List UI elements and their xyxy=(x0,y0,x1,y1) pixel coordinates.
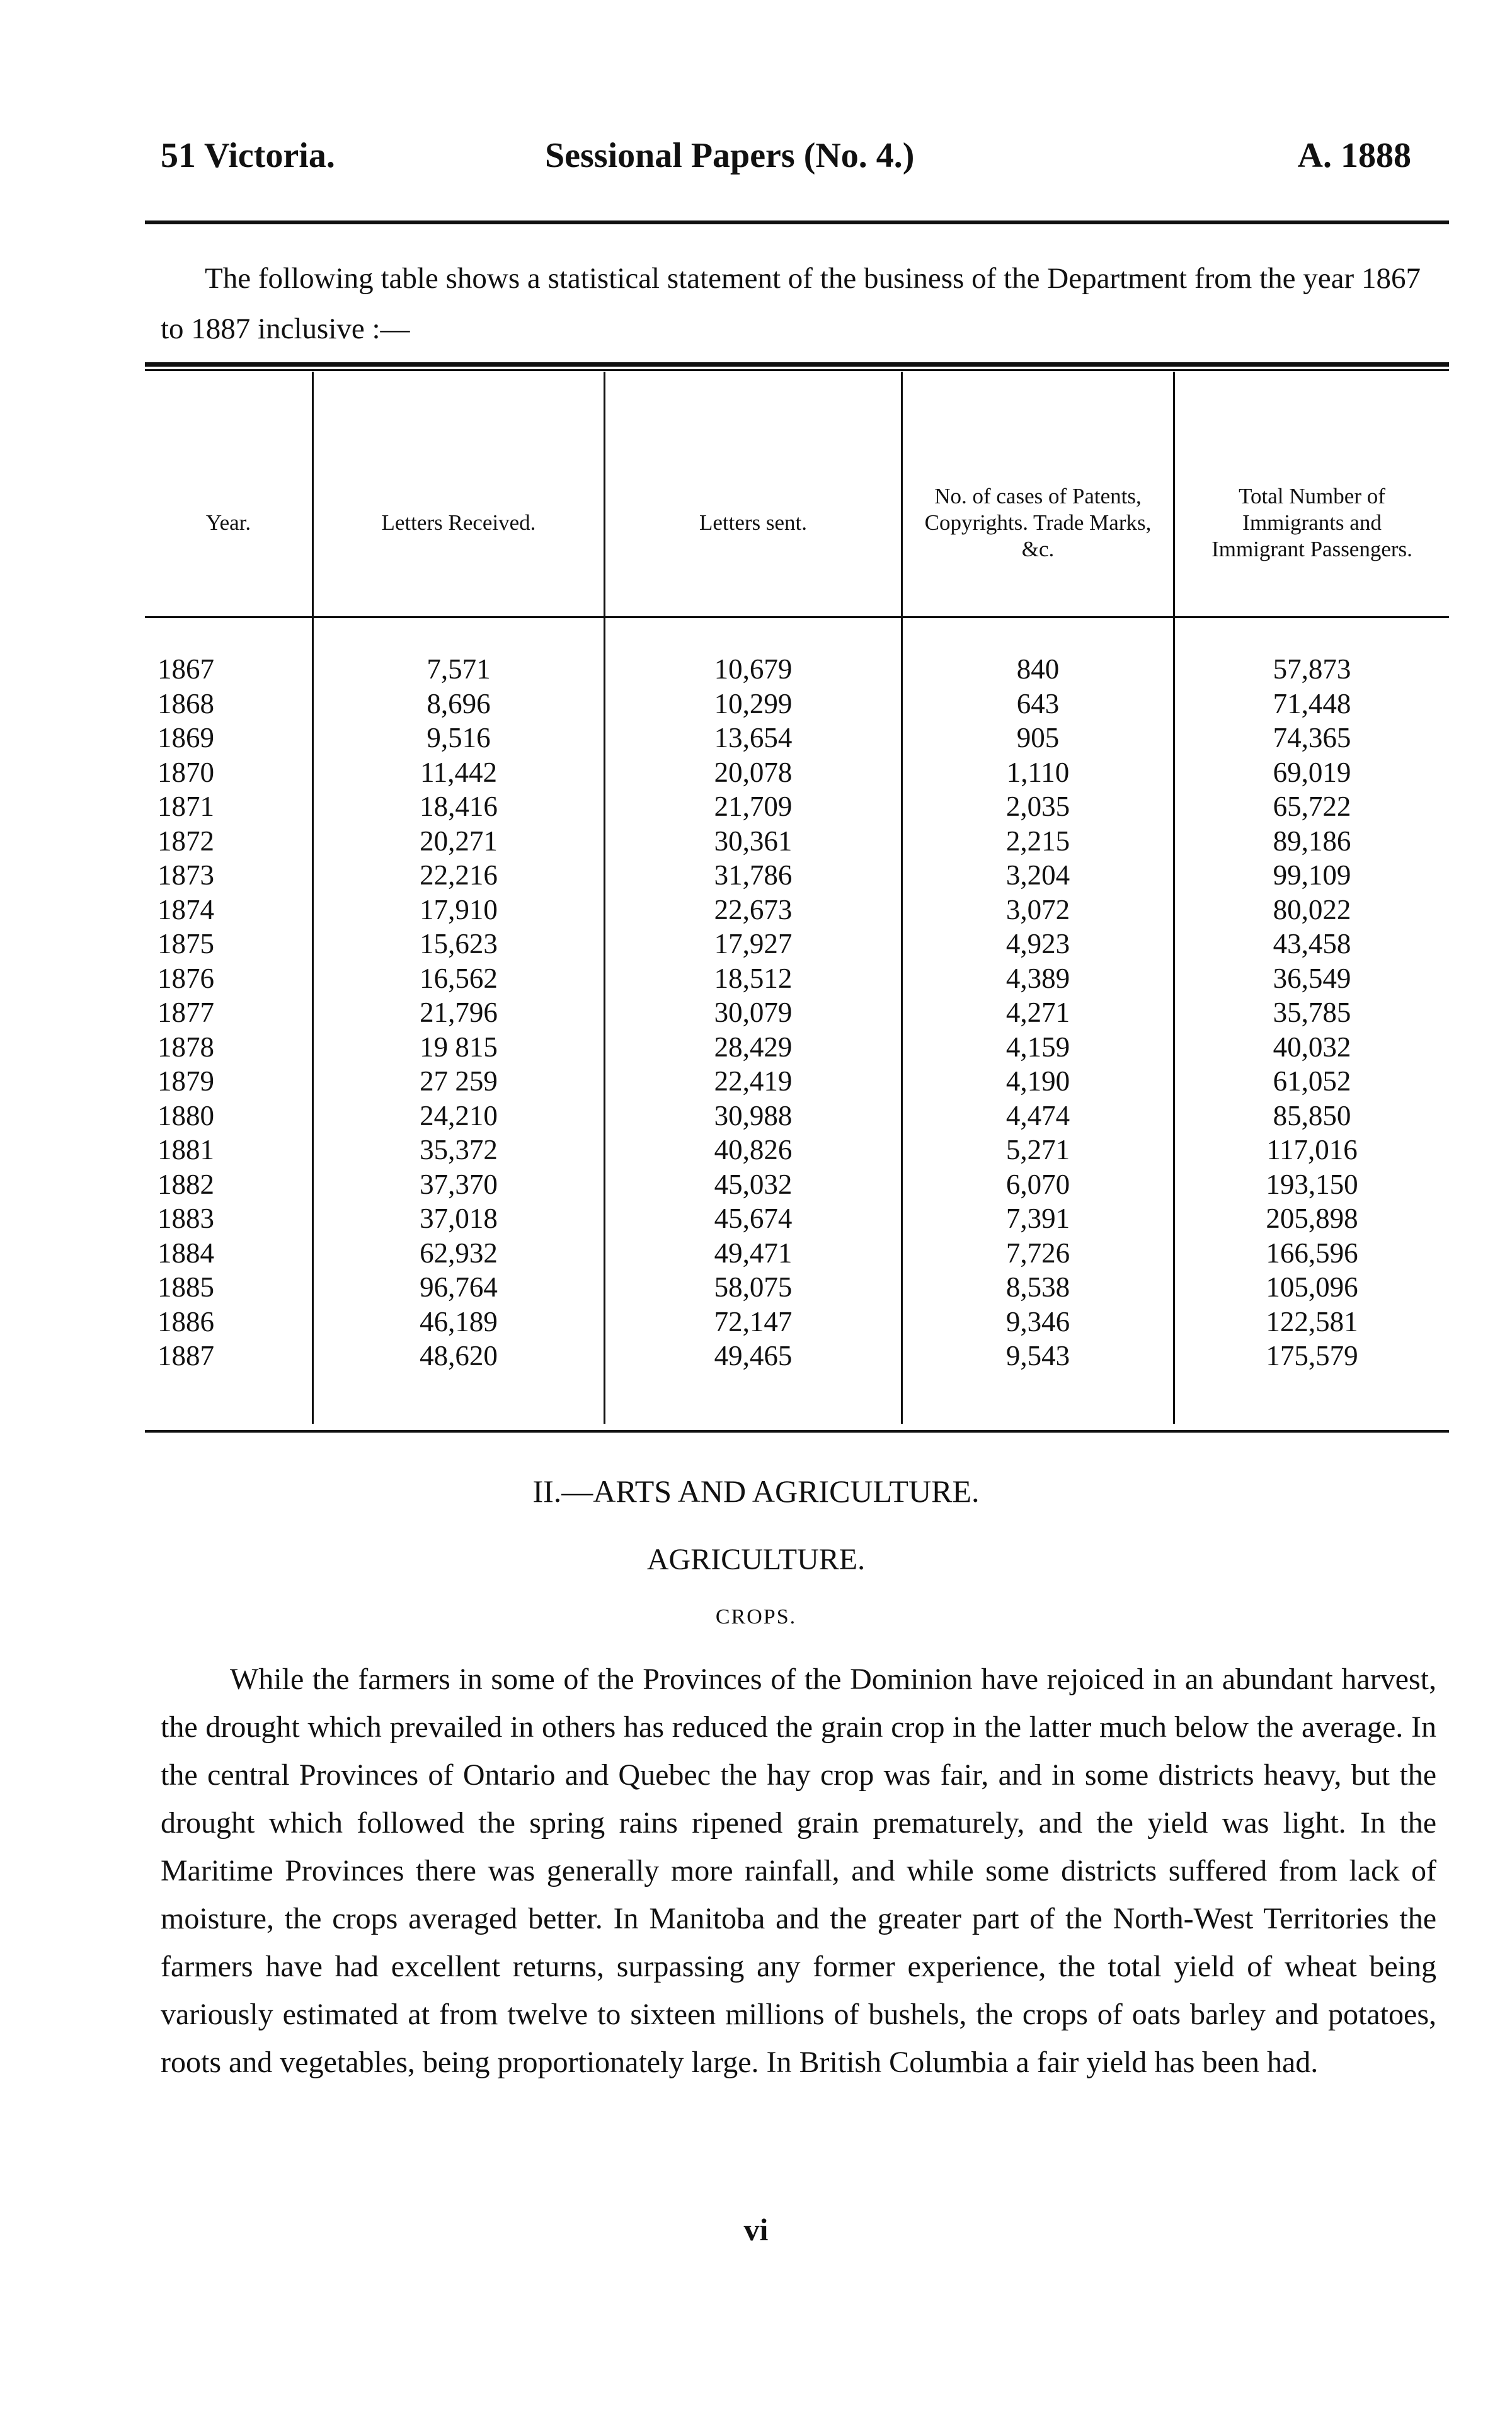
cell-year: 1870 xyxy=(158,756,214,788)
table-row xyxy=(145,1236,1449,1271)
cell-letters-received: 21,796 xyxy=(420,997,498,1028)
cell-patents: 7,391 xyxy=(1005,1203,1070,1234)
cell-patents: 4,190 xyxy=(1005,1065,1070,1097)
cell-letters-sent: 40,826 xyxy=(714,1134,793,1165)
cell-immigrants: 43,458 xyxy=(1273,928,1351,959)
cell-letters-sent: 72,147 xyxy=(714,1305,793,1337)
cell-patents: 2,215 xyxy=(1005,825,1070,857)
cell-year: 1877 xyxy=(158,997,214,1028)
cell-year: 1885 xyxy=(158,1271,214,1303)
cell-letters-received: 62,932 xyxy=(420,1237,498,1269)
column-header-letters-sent: Letters sent. xyxy=(699,510,808,535)
table-row xyxy=(145,789,1449,824)
cell-patents: 9,543 xyxy=(1005,1340,1070,1371)
cell-patents: 4,271 xyxy=(1005,997,1070,1028)
cell-year: 1875 xyxy=(158,928,214,959)
cell-year: 1868 xyxy=(158,687,214,719)
table-row xyxy=(145,721,1449,755)
subsection-heading: AGRICULTURE. xyxy=(646,1543,866,1576)
table-row xyxy=(145,858,1449,893)
cell-letters-received: 19 815 xyxy=(420,1031,498,1063)
cell-letters-sent: 30,079 xyxy=(714,997,793,1028)
table-row xyxy=(145,1339,1449,1373)
section-heading: II.—ARTS AND AGRICULTURE. xyxy=(532,1474,980,1509)
cell-patents: 6,070 xyxy=(1005,1168,1070,1200)
cell-letters-sent: 49,471 xyxy=(714,1237,793,1269)
cell-letters-received: 9,516 xyxy=(427,722,491,753)
cell-immigrants: 71,448 xyxy=(1273,687,1351,719)
table-row xyxy=(145,1133,1449,1167)
cell-letters-sent: 31,786 xyxy=(714,859,793,891)
header-volume: 51 Victoria. xyxy=(161,136,335,175)
cell-immigrants: 193,150 xyxy=(1266,1168,1358,1200)
cell-letters-sent: 13,654 xyxy=(714,722,793,753)
cell-letters-received: 37,370 xyxy=(420,1168,498,1200)
page-number: vi xyxy=(743,2212,769,2247)
cell-year: 1881 xyxy=(158,1134,214,1165)
cell-year: 1873 xyxy=(158,859,214,891)
cell-letters-received: 35,372 xyxy=(420,1134,498,1165)
table-row xyxy=(145,755,1449,790)
table-body xyxy=(145,652,1449,1373)
table-row xyxy=(145,1099,1449,1133)
column-header-year: Year. xyxy=(205,510,251,535)
cell-letters-received: 18,416 xyxy=(420,791,498,822)
column-header-patents: No. of cases of Patents, Copyrights. Trade Marks, &c. xyxy=(924,484,1152,561)
cell-immigrants: 105,096 xyxy=(1266,1271,1358,1303)
cell-immigrants: 122,581 xyxy=(1266,1305,1358,1337)
cell-patents: 4,159 xyxy=(1005,1031,1070,1063)
table-top-rule xyxy=(145,362,1449,367)
table-row xyxy=(145,961,1449,996)
cell-letters-sent: 49,465 xyxy=(714,1340,793,1371)
cell-patents: 8,538 xyxy=(1005,1271,1070,1303)
statistics-table xyxy=(145,372,1449,1424)
cell-letters-received: 48,620 xyxy=(420,1340,498,1371)
cell-immigrants: 166,596 xyxy=(1266,1237,1358,1269)
cell-letters-sent: 30,988 xyxy=(714,1099,793,1131)
cell-letters-sent: 58,075 xyxy=(714,1271,793,1303)
cell-immigrants: 175,579 xyxy=(1266,1340,1358,1371)
cell-letters-received: 11,442 xyxy=(420,756,498,788)
cell-immigrants: 65,722 xyxy=(1273,791,1351,822)
cell-year: 1882 xyxy=(158,1168,214,1200)
header-separator-rule xyxy=(145,616,1449,618)
table-bottom-rule xyxy=(145,1430,1449,1433)
table-row xyxy=(145,1305,1449,1339)
table-row xyxy=(145,1064,1449,1099)
cell-patents: 4,474 xyxy=(1005,1099,1070,1131)
cell-patents: 840 xyxy=(1016,653,1060,685)
subsubsection-heading: CROPS. xyxy=(715,1605,797,1629)
table-row xyxy=(145,1167,1449,1202)
cell-letters-sent: 18,512 xyxy=(714,962,793,994)
cell-letters-received: 24,210 xyxy=(420,1099,498,1131)
cell-letters-sent: 21,709 xyxy=(714,791,793,822)
cell-letters-received: 20,271 xyxy=(420,825,498,857)
cell-letters-received: 15,623 xyxy=(420,928,498,959)
cell-year: 1871 xyxy=(158,791,214,822)
table-row xyxy=(145,1270,1449,1305)
cell-letters-sent: 30,361 xyxy=(714,825,793,857)
header-rule xyxy=(145,220,1449,224)
cell-immigrants: 80,022 xyxy=(1273,893,1351,925)
cell-letters-received: 37,018 xyxy=(420,1203,498,1234)
table-row xyxy=(145,1030,1449,1065)
cell-letters-received: 7,571 xyxy=(427,653,491,685)
intro-paragraph: The following table shows a statistical statement of the business of the Department from the year 1867 to 1887 inclusive :— xyxy=(161,262,1421,345)
cell-patents: 3,204 xyxy=(1005,859,1070,891)
cell-immigrants: 36,549 xyxy=(1273,962,1351,994)
cell-year: 1879 xyxy=(158,1065,214,1097)
header-year: A. 1888 xyxy=(1297,136,1411,175)
cell-year: 1880 xyxy=(158,1099,214,1131)
cell-patents: 9,346 xyxy=(1005,1305,1070,1337)
running-header xyxy=(161,135,1411,186)
cell-patents: 905 xyxy=(1016,722,1060,753)
table-top-rule-thin xyxy=(145,369,1449,371)
cell-immigrants: 99,109 xyxy=(1273,859,1351,891)
cell-immigrants: 35,785 xyxy=(1273,997,1351,1028)
cell-immigrants: 57,873 xyxy=(1273,653,1351,685)
cell-immigrants: 69,019 xyxy=(1273,756,1351,788)
cell-immigrants: 74,365 xyxy=(1273,722,1351,753)
cell-letters-received: 22,216 xyxy=(420,859,498,891)
cell-year: 1874 xyxy=(158,893,214,925)
cell-immigrants: 40,032 xyxy=(1273,1031,1351,1063)
cell-year: 1884 xyxy=(158,1237,214,1269)
header-title: Sessional Papers (No. 4.) xyxy=(545,136,915,175)
cell-letters-received: 96,764 xyxy=(420,1271,498,1303)
cell-year: 1886 xyxy=(158,1305,214,1337)
cell-immigrants: 61,052 xyxy=(1273,1065,1351,1097)
cell-immigrants: 205,898 xyxy=(1266,1203,1358,1234)
cell-year: 1887 xyxy=(158,1340,214,1371)
cell-letters-sent: 22,419 xyxy=(714,1065,793,1097)
cell-patents: 3,072 xyxy=(1005,893,1070,925)
body-paragraph: While the farmers in some of the Provinces of the Dominion have rejoiced in an abundant harvest, the drought which prevailed in others has reduced the grain crop in the latter much below the average. In the central Provinces of Ontario and Quebec the hay crop was fair, and in some districts heavy, but the drought which followed the spring rains ripened grain prematurely, and the yield was light. In the Maritime Provinces there was generally more rainfall, and while some districts suffered from lack of moisture, the crops averaged better. In Manitoba and the greater part of the North-West Territories the farmers have had excellent returns, surpassing any former experience, the total yield of wheat being variously estimated at from twelve to sixteen millions of bushels, the crops of oats barley and potatoes, roots and vegetables, being proportionately large. In British Columbia a fair yield has been had. xyxy=(161,1663,1436,2079)
table-row xyxy=(145,824,1449,859)
cell-letters-sent: 28,429 xyxy=(714,1031,793,1063)
cell-patents: 4,389 xyxy=(1005,962,1070,994)
cell-letters-received: 8,696 xyxy=(427,687,491,719)
table-row xyxy=(145,1201,1449,1236)
cell-patents: 5,271 xyxy=(1005,1134,1070,1165)
cell-patents: 2,035 xyxy=(1005,791,1070,822)
cell-patents: 7,726 xyxy=(1005,1237,1070,1269)
table-row xyxy=(145,687,1449,721)
table-row xyxy=(145,893,1449,927)
table-row xyxy=(145,652,1449,687)
cell-year: 1883 xyxy=(158,1203,214,1234)
cell-letters-sent: 20,078 xyxy=(714,756,793,788)
cell-patents: 643 xyxy=(1016,687,1060,719)
cell-year: 1876 xyxy=(158,962,214,994)
cell-year: 1878 xyxy=(158,1031,214,1063)
cell-letters-received: 17,910 xyxy=(420,893,498,925)
cell-letters-sent: 17,927 xyxy=(714,928,793,959)
cell-letters-sent: 45,674 xyxy=(714,1203,793,1234)
column-header-immigrants: Total Number of Immigrants and Immigrant Passengers. xyxy=(1211,484,1412,561)
cell-immigrants: 117,016 xyxy=(1266,1134,1358,1165)
table-row xyxy=(145,995,1449,1030)
cell-year: 1867 xyxy=(158,653,214,685)
cell-letters-received: 46,189 xyxy=(420,1305,498,1337)
cell-year: 1872 xyxy=(158,825,214,857)
cell-letters-sent: 45,032 xyxy=(714,1168,793,1200)
cell-letters-received: 16,562 xyxy=(420,962,498,994)
cell-patents: 1,110 xyxy=(1006,756,1070,788)
cell-patents: 4,923 xyxy=(1005,928,1070,959)
cell-immigrants: 89,186 xyxy=(1273,825,1351,857)
column-header-letters-received: Letters Received. xyxy=(381,510,536,535)
cell-letters-sent: 22,673 xyxy=(714,893,793,925)
cell-letters-received: 27 259 xyxy=(420,1065,498,1097)
cell-letters-sent: 10,299 xyxy=(714,687,793,719)
cell-immigrants: 85,850 xyxy=(1273,1099,1351,1131)
cell-year: 1869 xyxy=(158,722,214,753)
cell-letters-sent: 10,679 xyxy=(714,653,793,685)
table-row xyxy=(145,927,1449,961)
